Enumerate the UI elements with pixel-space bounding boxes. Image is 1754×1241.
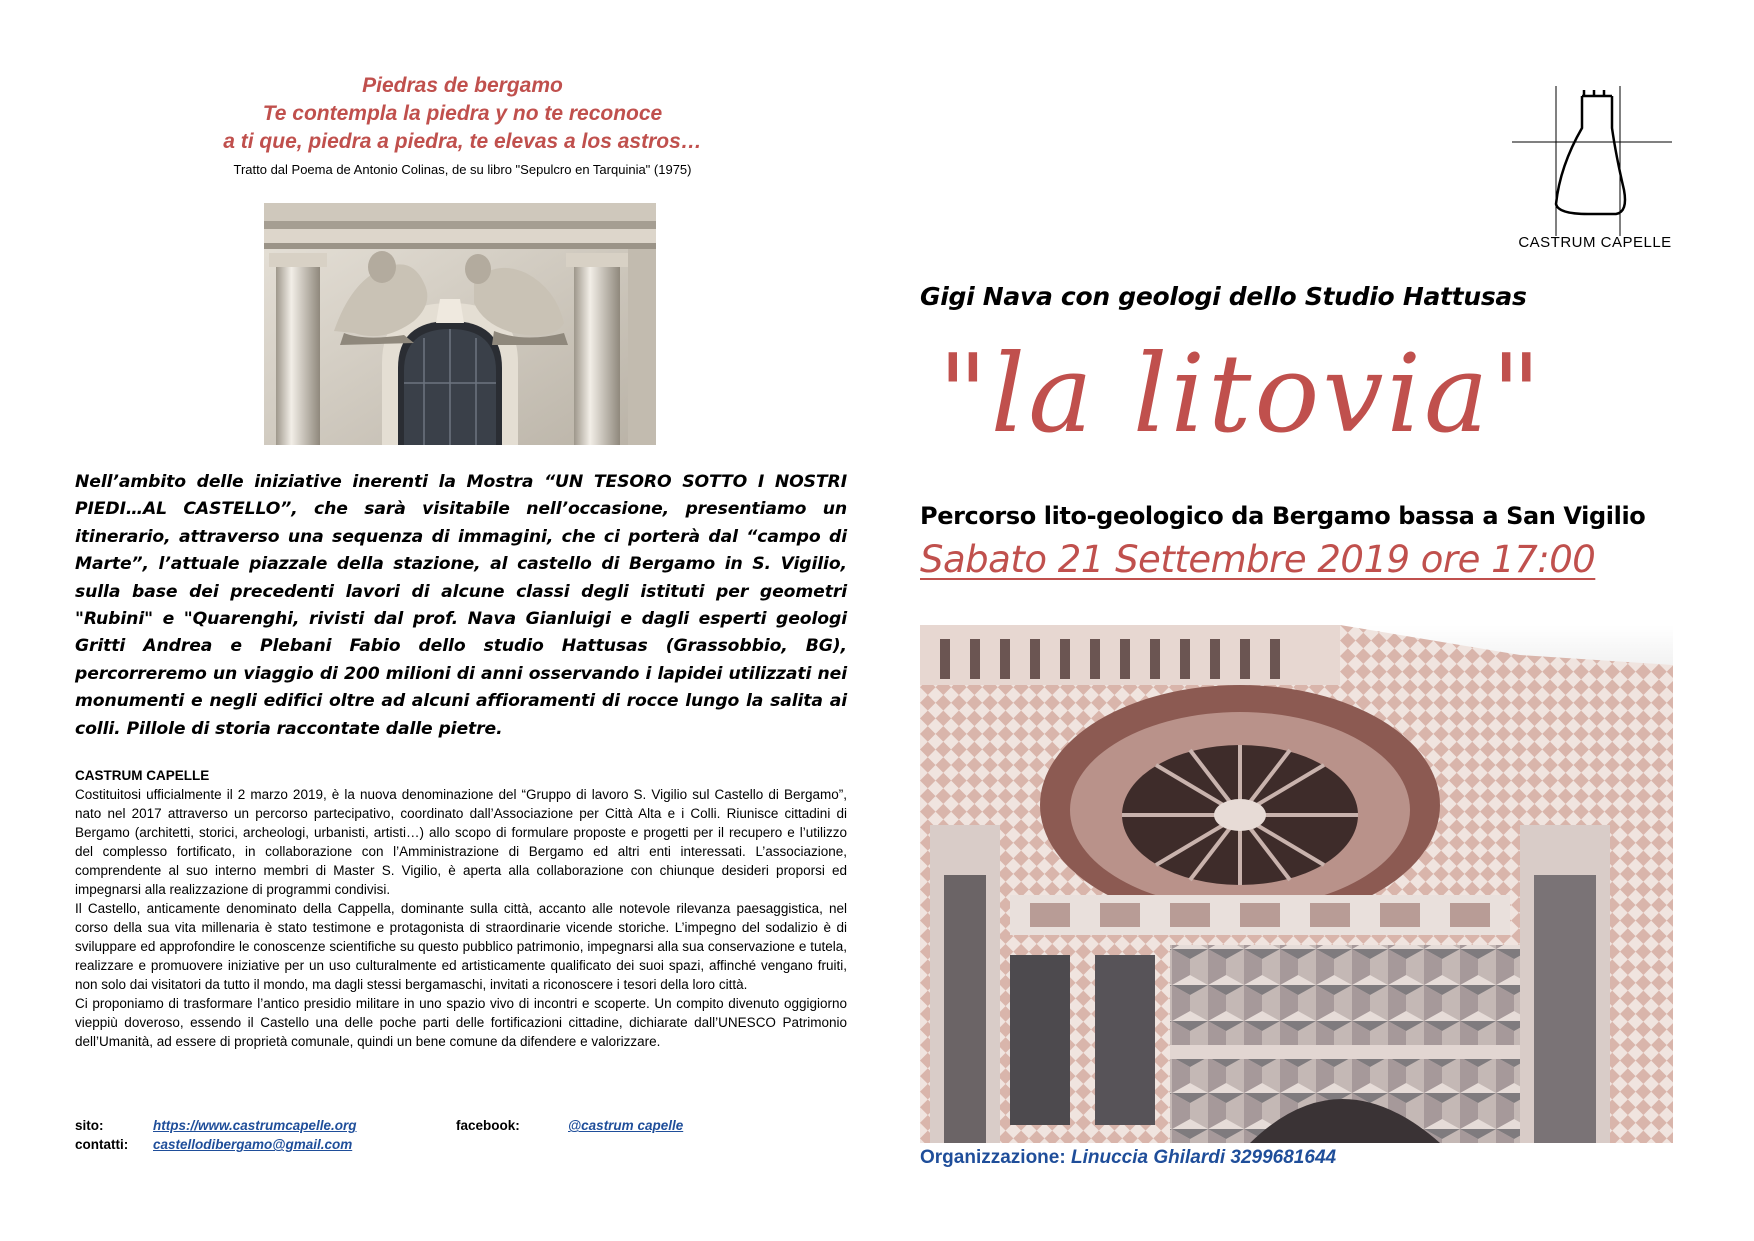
castrum-paragraph-1: Costituitosi ufficialmente il 2 marzo 2019, è la nuova denominazione del “Gruppo di lavoro S. Vigilio sul Castello di Bergamo”, nato nel 2017 attraverso un percorso partecipativo, coordinato dall’Associazione per Città Alta e i Colli. Riunisce cittadini di Bergamo (architetti, storici, archeologi, urbanisti, artisti…) allo scopo di formulare proposte e progetti per il recupero e l’utilizzo del complesso fortificato, in collaborazione con l’Amministrazione di Bergamo ed altri enti interessati. L’associazione, comprendente al suo interno membri di Master S. Vigilio, è aperta alla collaborazione con chiunque desideri proporsi ed impegnarsi alla realizzazione di programmi condivisi. [75, 787, 847, 897]
site-link[interactable]: https://www.castrumcapelle.org [153, 1118, 357, 1133]
tower-icon [1512, 86, 1672, 236]
intro-paragraph: Nell’ambito delle iniziative inerenti la Mostra “UN TESORO SOTTO I NOSTRI PIEDI…AL CASTELLO”, che sarà visitabile nell’occasione, presentiamo un itinerario, attraverso una sequenza di immagini, che ci porterà dal “campo di Marte”, l’attuale piazzale della stazione, al castello di Bergamo in S. Vigilio, sulla base dei precedenti lavori di alcune classi degli istituti per geometri "Rubini" e "Quarenghi, rivisti dal prof. Nava Gianluigi e dagli esperti geologi Gritti Andrea e Plebani Fabio dello studio Hattusas (Grassobbio, BG), percorreremo un viaggio di 200 milioni di anni osservando i lapidei utilizzati nei monumenti e negli edifici oltre ad alcuni affioramenti di rocce lungo la salita ai colli. Pillole di storia raccontate dalle pietre. [75, 472, 847, 739]
organization-name: Linuccia Ghilardi [1070, 1147, 1226, 1168]
poem-line-1: Te contempla la piedra y no te reconoce [262, 102, 663, 125]
poem [180, 72, 745, 156]
email-link[interactable]: castellodibergamo@gmail.com [153, 1137, 353, 1152]
cathedral-facade-art [920, 625, 1673, 1143]
event-organizer: Gigi Nava con geologi dello Studio Hattusas [920, 282, 1527, 311]
facebook-label: facebook: [456, 1118, 520, 1133]
poem-title: Piedras de bergamo [362, 74, 563, 97]
castrum-paragraph-3: Ci proponiamo di trasformare l’antico presidio militare in uno spazio vivo di incontri e scoperte. Un compito divenuto oggigiorno vieppiù doveroso, essendo il Castello una delle poche parti delle fortificazioni cittadine, dichiarate dall’UNESCO Patrimonio dell’Umanità, ad essere di proprietà comunale, quindi un bene comune da difendere e valorizzare. [75, 996, 847, 1049]
sculpture-photo [264, 203, 656, 445]
poem-credit: Tratto dal Poema de Antonio Colinas, de su libro "Sepulcro en Tarquinia" (1975) [233, 162, 692, 177]
organization-label: Organizzazione: [920, 1147, 1066, 1168]
logo-text: CASTRUM CAPELLE [1518, 234, 1672, 251]
cathedral-facade-photo [920, 625, 1673, 1143]
castrum-paragraph-2: Il Castello, anticamente denominato della Cappella, dominante sulla città, accanto alle notevole rilevanza paesaggistica, nel corso della sua vita millenaria è stato testimone e protagonista di straordinarie vicende storiche. L’impegno del sodalizio è di sviluppare ed approfondire le conoscenze scientifiche su questo pubblico patrimonio, impegnarsi alla sua conservazione e tutela, realizzare e promuovere iniziative per un uso culturalmente ed artisticamente qualificato dei suoi spazi, affinché vengano fruiti, non solo dai visitatori da tutto il mondo, ma dagli stessi bergamaschi, invitati a riconoscere i tesori della loro città. [75, 901, 847, 992]
organization-phone: 3299681644 [1230, 1147, 1337, 1168]
castrum-capelle-description [75, 785, 847, 1051]
facebook-link[interactable]: @castrum capelle [568, 1118, 684, 1133]
poem-line-2: a ti que, piedra a piedra, te elevas a los astros… [223, 130, 702, 153]
event-title: "la litovia" [938, 332, 1545, 457]
event-subtitle: Percorso lito-geologico da Bergamo bassa a San Vigilio [920, 502, 1646, 530]
contacts-label: contatti: [75, 1137, 129, 1152]
organization-line [920, 1147, 1336, 1169]
event-date: Sabato 21 Settembre 2019 ore 17:00 [920, 538, 1596, 581]
sculpture-photo-art [264, 203, 656, 445]
site-label: sito: [75, 1118, 104, 1133]
castrum-capelle-logo [1512, 86, 1672, 236]
castrum-capelle-heading: CASTRUM CAPELLE [75, 768, 210, 783]
